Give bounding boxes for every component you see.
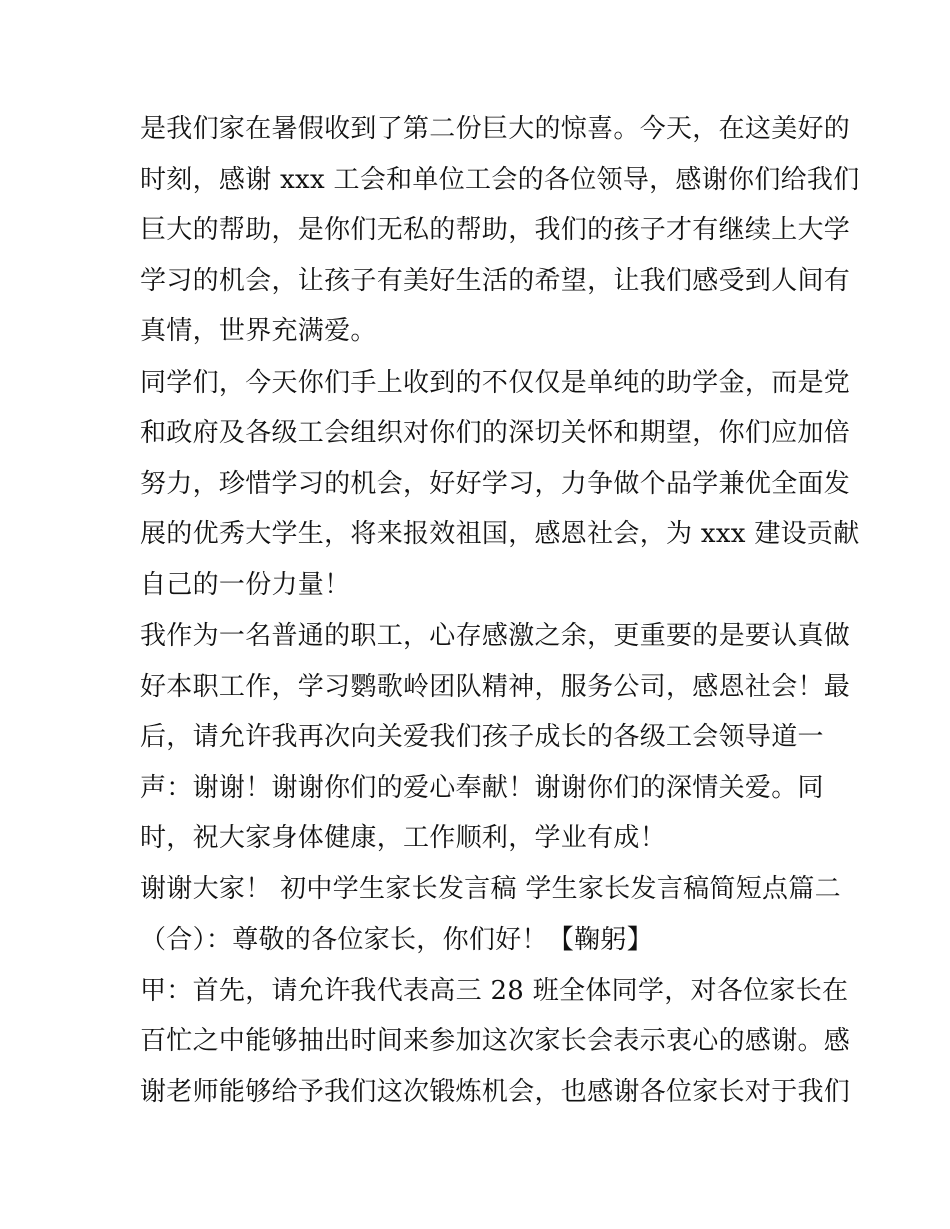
text-line: 好本职工作，学习鹦歌岭团队精神，服务公司，感恩社会！最 (140, 672, 851, 702)
text-line: 我作为一名普通的职工，心存感激之余，更重要的是要认真做 (140, 621, 851, 651)
text-line: 谢谢大家！ 初中学生家长发言稿 学生家长发言稿简短点篇二 (140, 874, 841, 904)
text-line: 百忙之中能够抽出时间来参加这次家长会表示衷心的感谢。感 (140, 1026, 851, 1056)
text-line: 声：谢谢！谢谢你们的爱心奉献！谢谢你们的深情关爱。同 (140, 773, 824, 803)
text-line: 后，请允许我再次向关爱我们孩子成长的各级工会领导道一 (140, 722, 824, 752)
text-line: 时，祝大家身体健康，工作顺利，学业有成！ (140, 823, 667, 853)
text-line: 展的优秀大学生，将来报效祖国，感恩社会，为 xxx 建设贡献 (140, 519, 860, 549)
text-line: （合）：尊敬的各位家长，你们好！【鞠躬】 (140, 925, 654, 955)
text-line: 学习的机会，让孩子有美好生活的希望，让我们感受到人间有 (140, 266, 851, 296)
text-line: 时刻，感谢 xxx 工会和单位工会的各位领导，感谢你们给我们 (140, 165, 860, 195)
text-line: 是我们家在暑假收到了第二份巨大的惊喜。今天，在这美好的 (140, 114, 851, 144)
text-line: 和政府及各级工会组织对你们的深切关怀和期望，你们应加倍 (140, 418, 851, 448)
text-line: 自己的一份力量！ (140, 570, 351, 600)
text-line: 谢老师能够给予我们这次锻炼机会，也感谢各位家长对于我们 (140, 1077, 851, 1107)
text-line: 同学们，今天你们手上收到的不仅仅是单纯的助学金，而是党 (140, 368, 851, 398)
text-line: 巨大的帮助，是你们无私的帮助，我们的孩子才有继续上大学 (140, 215, 851, 245)
text-line: 努力，珍惜学习的机会，好好学习，力争做个品学兼优全面发 (140, 469, 851, 499)
text-line: 真情，世界充满爱。 (140, 316, 377, 346)
text-line: 甲：首先，请允许我代表高三 28 班全体同学，对各位家长在 (140, 976, 849, 1006)
